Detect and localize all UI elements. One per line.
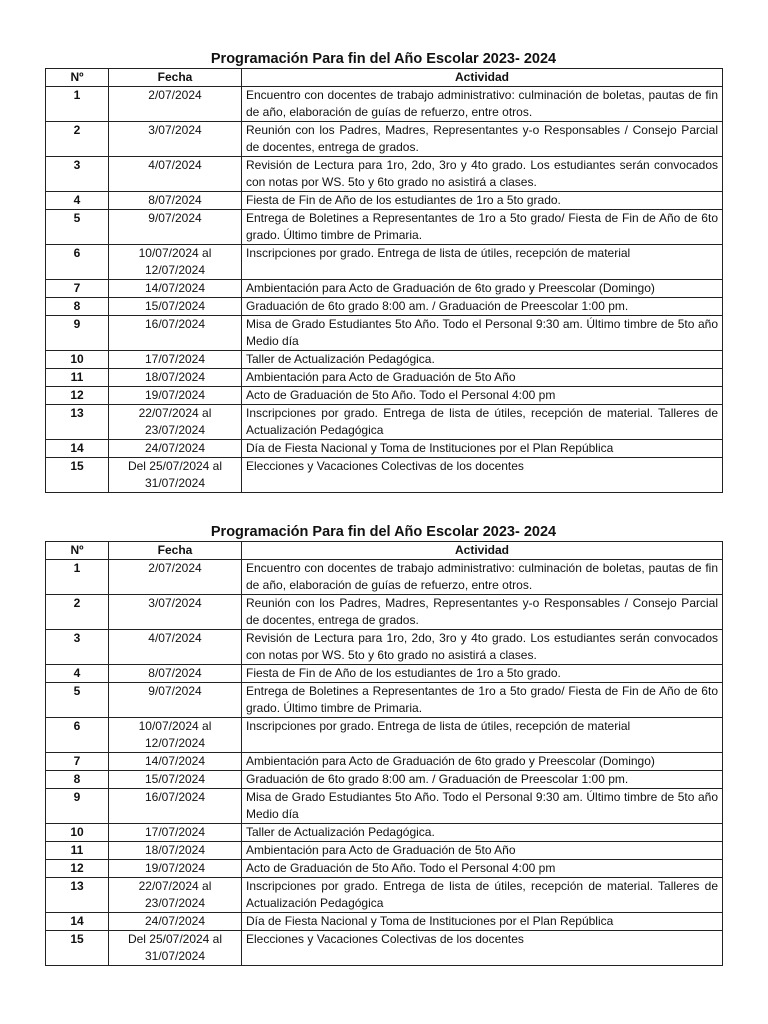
row-date: 2/07/2024 [109, 560, 242, 595]
row-date: 8/07/2024 [109, 665, 242, 683]
row-date: 22/07/2024 al 23/07/2024 [109, 405, 242, 440]
row-activity: Graduación de 6to grado 8:00 am. / Graduación de Preescolar 1:00 pm. [242, 298, 723, 316]
column-header-activity: Actividad [242, 69, 723, 87]
row-activity: Ambientación para Acto de Graduación de 6to grado y Preescolar (Domingo) [242, 280, 723, 298]
table-row [46, 878, 723, 913]
row-activity: Revisión de Lectura para 1ro, 2do, 3ro y 4to grado. Los estudiantes serán convocados con notas por WS. 5to y 6to grado no asistirá a clases. [242, 630, 723, 665]
table-header-row [46, 69, 723, 87]
row-activity: Inscripciones por grado. Entrega de lista de útiles, recepción de material. Talleres de Actualización Pedagógica [242, 878, 723, 913]
table-row [46, 665, 723, 683]
row-date: 3/07/2024 [109, 122, 242, 157]
table-row [46, 824, 723, 842]
row-date: 19/07/2024 [109, 387, 242, 405]
table-row [46, 87, 723, 122]
row-activity: Inscripciones por grado. Entrega de lista de útiles, recepción de material. Talleres de Actualización Pedagógica [242, 405, 723, 440]
row-number: 7 [46, 280, 109, 298]
schedule-table [45, 541, 723, 966]
row-date: 18/07/2024 [109, 369, 242, 387]
row-number: 2 [46, 122, 109, 157]
row-date: 18/07/2024 [109, 842, 242, 860]
row-activity: Fiesta de Fin de Año de los estudiantes de 1ro a 5to grado. [242, 192, 723, 210]
row-activity: Día de Fiesta Nacional y Toma de Instituciones por el Plan República [242, 440, 723, 458]
row-number: 11 [46, 842, 109, 860]
table-row [46, 210, 723, 245]
table-row [46, 316, 723, 351]
row-number: 12 [46, 387, 109, 405]
table-row [46, 369, 723, 387]
row-activity: Acto de Graduación de 5to Año. Todo el Personal 4:00 pm [242, 860, 723, 878]
row-date: 22/07/2024 al 23/07/2024 [109, 878, 242, 913]
row-date: 24/07/2024 [109, 440, 242, 458]
table-row [46, 157, 723, 192]
row-activity: Inscripciones por grado. Entrega de lista de útiles, recepción de material [242, 718, 723, 753]
row-activity: Misa de Grado Estudiantes 5to Año. Todo el Personal 9:30 am. Último timbre de 5to año Medio día [242, 316, 723, 351]
row-date: 16/07/2024 [109, 789, 242, 824]
column-header-activity: Actividad [242, 542, 723, 560]
row-number: 3 [46, 630, 109, 665]
table-row [46, 387, 723, 405]
schedule-section-1 [45, 50, 722, 493]
row-number: 9 [46, 789, 109, 824]
row-activity: Reunión con los Padres, Madres, Representantes y-o Responsables / Consejo Parcial de docentes, entrega de grados. [242, 595, 723, 630]
row-date: 17/07/2024 [109, 351, 242, 369]
row-activity: Acto de Graduación de 5to Año. Todo el Personal 4:00 pm [242, 387, 723, 405]
row-number: 12 [46, 860, 109, 878]
row-number: 14 [46, 440, 109, 458]
table-row [46, 860, 723, 878]
row-date: 24/07/2024 [109, 913, 242, 931]
row-number: 2 [46, 595, 109, 630]
row-activity: Encuentro con docentes de trabajo administrativo: culminación de boletas, pautas de fin de año, elaboración de guías de refuerzo, entre otros. [242, 87, 723, 122]
row-activity: Misa de Grado Estudiantes 5to Año. Todo el Personal 9:30 am. Último timbre de 5to año Medio día [242, 789, 723, 824]
row-activity: Taller de Actualización Pedagógica. [242, 351, 723, 369]
row-number: 6 [46, 718, 109, 753]
row-activity: Graduación de 6to grado 8:00 am. / Graduación de Preescolar 1:00 pm. [242, 771, 723, 789]
row-number: 3 [46, 157, 109, 192]
row-date: 10/07/2024 al 12/07/2024 [109, 245, 242, 280]
row-activity: Encuentro con docentes de trabajo administrativo: culminación de boletas, pautas de fin de año, elaboración de guías de refuerzo, entre otros. [242, 560, 723, 595]
row-number: 15 [46, 931, 109, 966]
row-number: 10 [46, 351, 109, 369]
table-row [46, 789, 723, 824]
schedule-section-2 [45, 523, 722, 966]
table-row [46, 280, 723, 298]
row-number: 8 [46, 298, 109, 316]
row-activity: Reunión con los Padres, Madres, Representantes y-o Responsables / Consejo Parcial de docentes, entrega de grados. [242, 122, 723, 157]
row-number: 6 [46, 245, 109, 280]
row-number: 13 [46, 878, 109, 913]
row-date: 9/07/2024 [109, 683, 242, 718]
table-row [46, 630, 723, 665]
row-date: 4/07/2024 [109, 630, 242, 665]
row-number: 1 [46, 560, 109, 595]
schedule-table [45, 68, 723, 493]
row-date: Del 25/07/2024 al 31/07/2024 [109, 458, 242, 493]
row-date: 10/07/2024 al 12/07/2024 [109, 718, 242, 753]
row-date: 15/07/2024 [109, 298, 242, 316]
table-row [46, 560, 723, 595]
row-number: 13 [46, 405, 109, 440]
row-activity: Taller de Actualización Pedagógica. [242, 824, 723, 842]
row-activity: Día de Fiesta Nacional y Toma de Instituciones por el Plan República [242, 913, 723, 931]
table-row [46, 595, 723, 630]
row-activity: Elecciones y Vacaciones Colectivas de los docentes [242, 458, 723, 493]
table-row [46, 122, 723, 157]
row-number: 10 [46, 824, 109, 842]
column-header-date: Fecha [109, 542, 242, 560]
row-date: Del 25/07/2024 al 31/07/2024 [109, 931, 242, 966]
row-date: 14/07/2024 [109, 280, 242, 298]
table-row [46, 298, 723, 316]
row-number: 15 [46, 458, 109, 493]
row-activity: Inscripciones por grado. Entrega de lista de útiles, recepción de material [242, 245, 723, 280]
row-date: 2/07/2024 [109, 87, 242, 122]
document-title: Programación Para fin del Año Escolar 2023- 2024 [210, 524, 557, 540]
row-date: 14/07/2024 [109, 753, 242, 771]
row-activity: Ambientación para Acto de Graduación de 5to Año [242, 842, 723, 860]
table-row [46, 718, 723, 753]
table-row [46, 440, 723, 458]
table-row [46, 931, 723, 966]
row-date: 16/07/2024 [109, 316, 242, 351]
row-activity: Ambientación para Acto de Graduación de 6to grado y Preescolar (Domingo) [242, 753, 723, 771]
row-activity: Entrega de Boletines a Representantes de 1ro a 5to grado/ Fiesta de Fin de Año de 6to grado. Último timbre de Primaria. [242, 210, 723, 245]
row-number: 5 [46, 683, 109, 718]
table-row [46, 842, 723, 860]
row-date: 19/07/2024 [109, 860, 242, 878]
row-number: 4 [46, 665, 109, 683]
table-row [46, 771, 723, 789]
table-row [46, 753, 723, 771]
column-header-number: Nº [46, 69, 109, 87]
table-row [46, 913, 723, 931]
row-number: 11 [46, 369, 109, 387]
table-row [46, 405, 723, 440]
row-date: 4/07/2024 [109, 157, 242, 192]
table-row [46, 351, 723, 369]
row-activity: Elecciones y Vacaciones Colectivas de los docentes [242, 931, 723, 966]
table-row [46, 192, 723, 210]
row-date: 3/07/2024 [109, 595, 242, 630]
row-activity: Ambientación para Acto de Graduación de 5to Año [242, 369, 723, 387]
table-header-row [46, 542, 723, 560]
row-activity: Revisión de Lectura para 1ro, 2do, 3ro y 4to grado. Los estudiantes serán convocados con notas por WS. 5to y 6to grado no asistirá a clases. [242, 157, 723, 192]
row-activity: Entrega de Boletines a Representantes de 1ro a 5to grado/ Fiesta de Fin de Año de 6to grado. Último timbre de Primaria. [242, 683, 723, 718]
row-number: 8 [46, 771, 109, 789]
row-number: 5 [46, 210, 109, 245]
row-number: 7 [46, 753, 109, 771]
row-date: 17/07/2024 [109, 824, 242, 842]
row-number: 14 [46, 913, 109, 931]
row-date: 8/07/2024 [109, 192, 242, 210]
table-row [46, 458, 723, 493]
table-row [46, 683, 723, 718]
document-title: Programación Para fin del Año Escolar 2023- 2024 [210, 51, 557, 67]
row-activity: Fiesta de Fin de Año de los estudiantes de 1ro a 5to grado. [242, 665, 723, 683]
row-date: 9/07/2024 [109, 210, 242, 245]
row-number: 4 [46, 192, 109, 210]
table-row [46, 245, 723, 280]
row-number: 9 [46, 316, 109, 351]
row-date: 15/07/2024 [109, 771, 242, 789]
column-header-number: Nº [46, 542, 109, 560]
row-number: 1 [46, 87, 109, 122]
column-header-date: Fecha [109, 69, 242, 87]
